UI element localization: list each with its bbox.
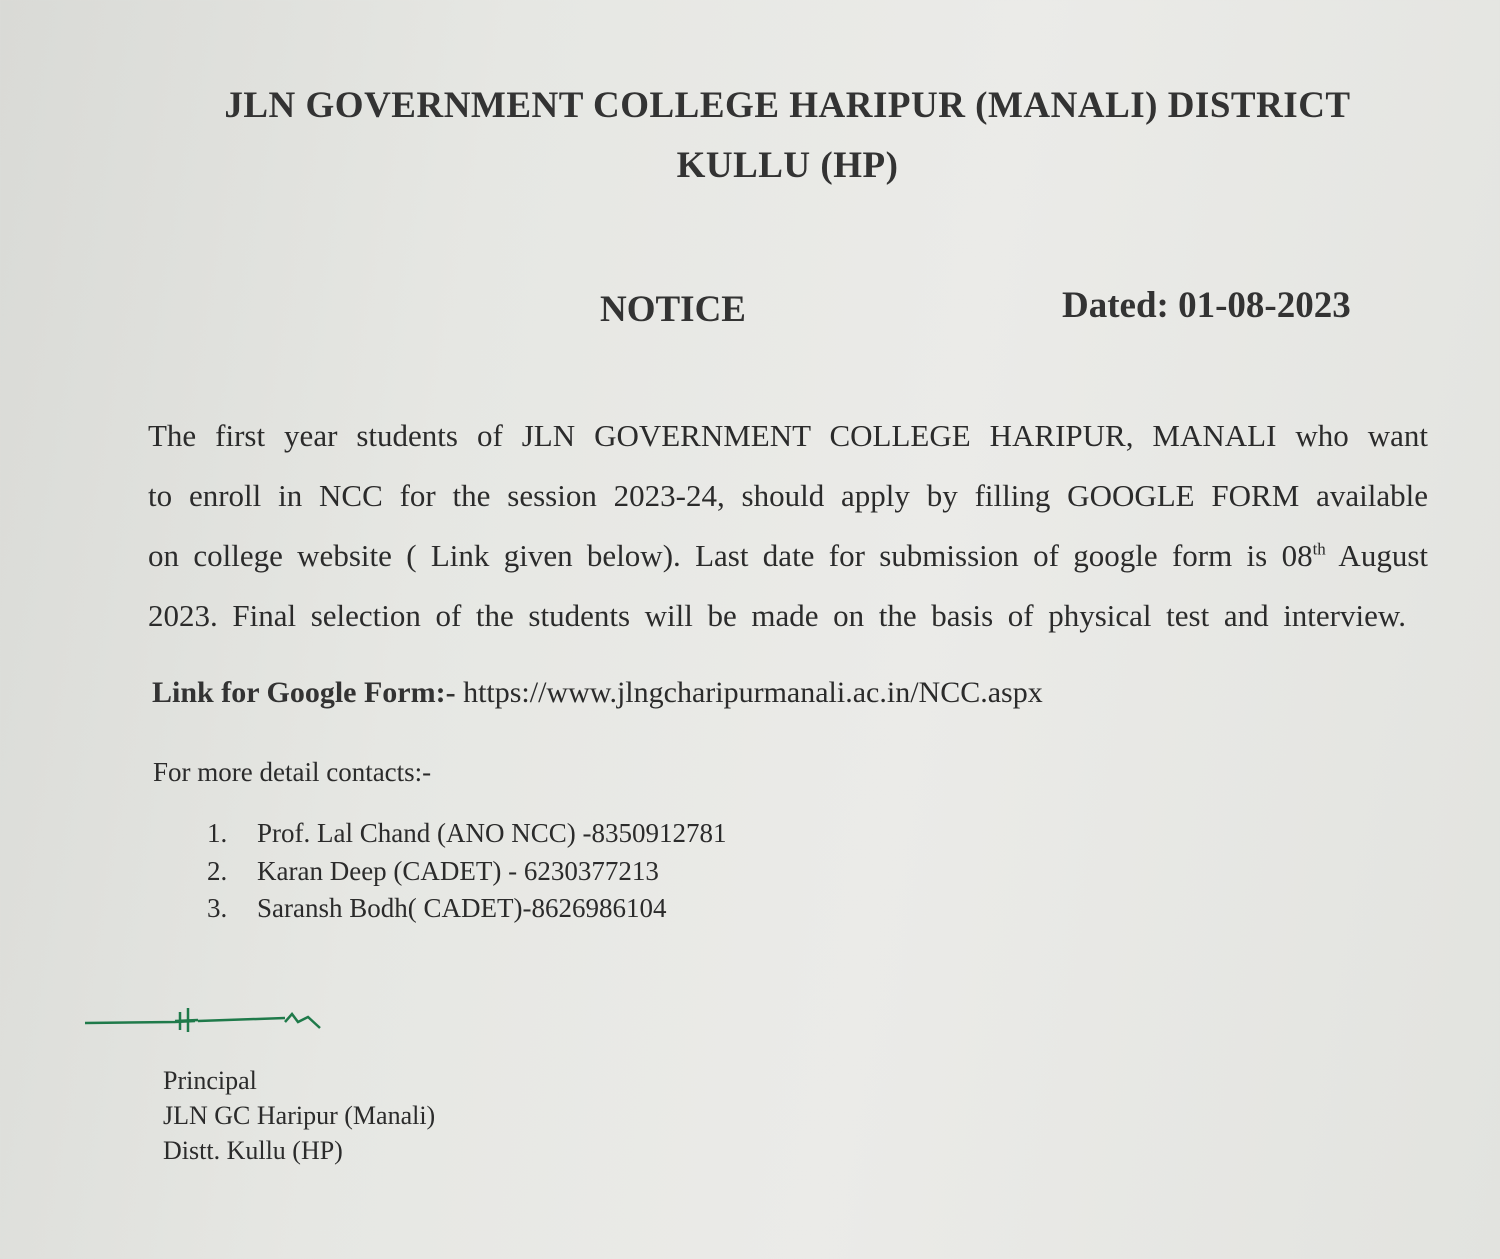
signatory-institution: JLN GC Haripur (Manali): [163, 1101, 436, 1130]
ordinal-superscript: th: [1312, 539, 1326, 559]
college-title-line1: JLN GOVERNMENT COLLEGE HARIPUR (MANALI) DISTRICT: [224, 85, 1351, 126]
body-line-1: The first year students of JLN GOVERNMENT COLLEGE HARIPUR, MANALI who want: [148, 418, 1428, 453]
body-line-3-end: August: [1325, 538, 1428, 573]
google-form-url[interactable]: https://www.jlngcharipurmanali.ac.in/NCC.aspx: [455, 676, 1043, 709]
college-title-line2: KULLU (HP): [676, 145, 899, 186]
signatory-title: Principal: [163, 1066, 257, 1095]
contact-item-3: Saransh Bodh( CADET)-8626986104: [257, 893, 667, 923]
body-line-2: to enroll in NCC for the session 2023-24, should apply by filling GOOGLE FORM available: [148, 478, 1428, 513]
contact-item-1: Prof. Lal Chand (ANO NCC) -8350912781: [257, 818, 727, 848]
contacts-heading: For more detail contacts:-: [153, 757, 432, 787]
google-form-link-line: [152, 676, 1043, 710]
body-line-3: [148, 538, 1428, 574]
link-label: Link for Google Form:-: [152, 676, 456, 709]
contact-number-1: 1.: [207, 818, 228, 848]
body-line-4: 2023. Final selection of the students will be made on the basis of physical test and interview.: [148, 598, 1406, 633]
body-line-3-text: on college website ( Link given below). Last date for submission of google form is 08: [148, 538, 1313, 573]
notice-date: Dated: 01-08-2023: [1062, 285, 1351, 326]
contact-item-2: Karan Deep (CADET) - 6230377213: [257, 856, 659, 886]
notice-heading: NOTICE: [600, 289, 746, 330]
contact-number-2: 2.: [207, 856, 228, 886]
signatory-district: Distt. Kullu (HP): [163, 1136, 343, 1165]
principal-signature: [80, 1000, 340, 1040]
contact-number-3: 3.: [207, 893, 228, 923]
